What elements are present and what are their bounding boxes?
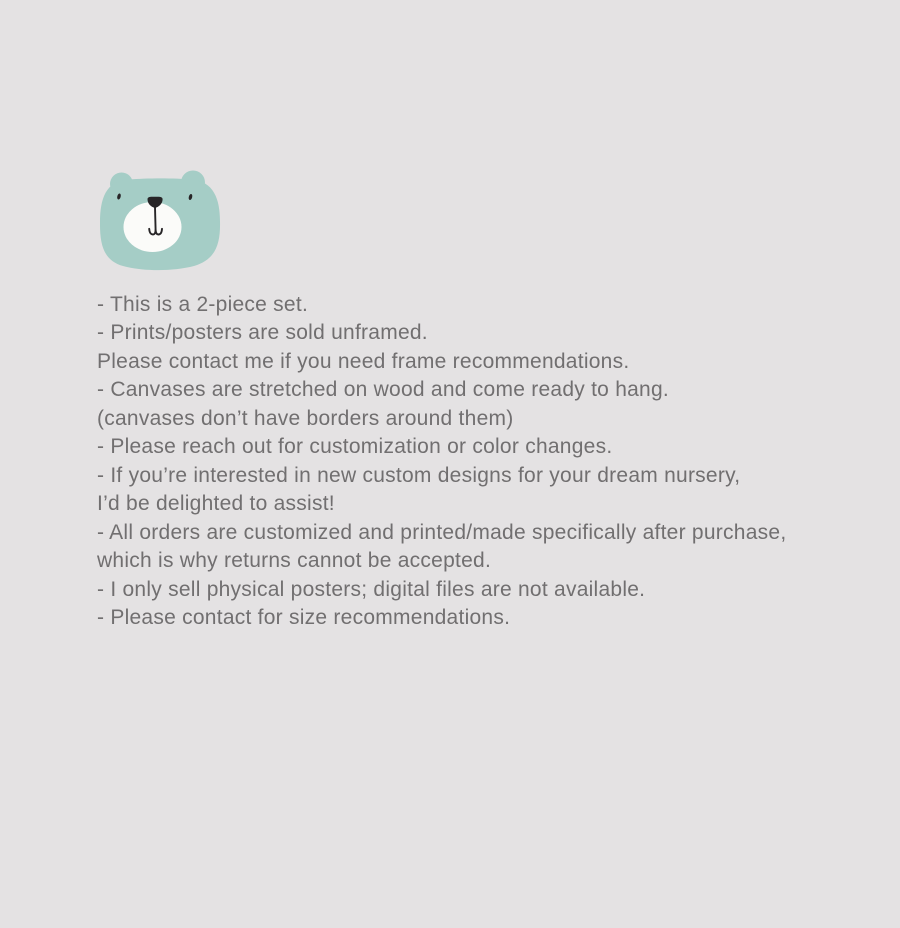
bear-muzzle-icon [124,202,182,252]
bear-face-icon [95,167,225,273]
description-line: - If you’re interested in new custom designs for your dream nursery, [97,463,741,487]
description-line: - Please reach out for customization or color changes. [97,435,613,459]
description-line: which is why returns cannot be accepted. [97,549,492,573]
description-line: - Prints/posters are sold unframed. [97,321,428,345]
description-line: - I only sell physical posters; digital files are not available. [97,577,646,601]
description-line: I’d be delighted to assist! [97,492,335,516]
description-line: - Canvases are stretched on wood and come ready to hang. [97,378,669,402]
description-line: - All orders are customized and printed/made specifically after purchase, [97,520,787,544]
description-line: Please contact me if you need frame recommendations. [97,349,630,373]
description-line: (canvases don’t have borders around them) [97,406,514,430]
description-line: - Please contact for size recommendations. [97,605,511,629]
bear-mouth-line-icon [155,207,156,230]
description-line: - This is a 2-piece set. [97,293,309,316]
product-description [97,291,887,632]
